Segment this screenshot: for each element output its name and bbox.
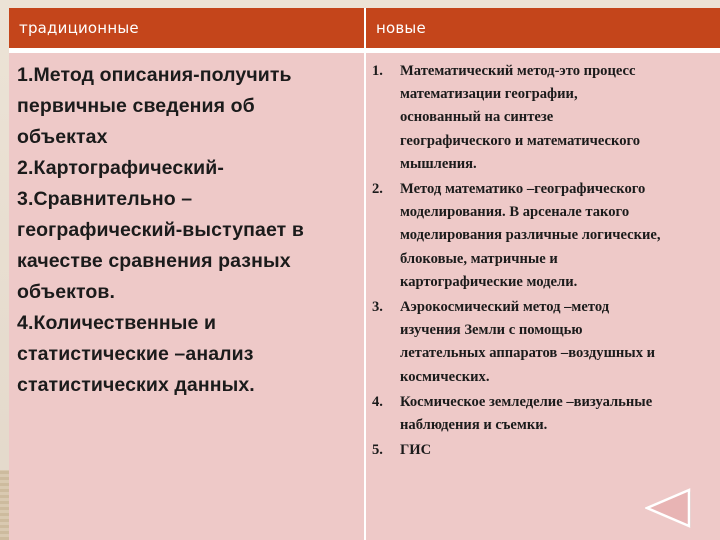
- table-row: [9, 51, 720, 540]
- list-item: [372, 439, 720, 462]
- list-item-text: [400, 439, 720, 462]
- traditional-line: статистических данных.: [17, 374, 255, 396]
- new-methods-cell: [365, 51, 720, 540]
- list-item-text: [400, 391, 720, 437]
- list-item-line: картографические модели.: [400, 273, 578, 290]
- list-item-text: [400, 60, 720, 176]
- traditional-line: географический-выступает в: [17, 219, 304, 241]
- list-item-line: летательных аппаратов –воздушных и: [400, 345, 656, 362]
- list-item-line: основанный на синтезе: [400, 109, 554, 126]
- list-item-line: географического и математического: [400, 132, 641, 149]
- decorative-border: [0, 470, 9, 540]
- list-item-number: 1.: [372, 63, 383, 79]
- traditional-line: 3.Сравнительно –: [17, 188, 193, 210]
- list-item-line: Математический метод-это процесс: [400, 63, 636, 79]
- list-item-number: 2.: [372, 181, 383, 198]
- back-arrow-button[interactable]: [645, 488, 691, 528]
- traditional-line: качестве сравнения разных: [17, 250, 291, 272]
- traditional-methods-cell: [9, 51, 365, 540]
- list-item: [372, 178, 720, 294]
- list-item-line: моделирования различные логические,: [400, 227, 661, 244]
- list-item-text: [400, 296, 720, 389]
- list-item-line: Метод математико –географического: [400, 181, 646, 198]
- triangle-left-icon: [645, 488, 691, 528]
- list-item: [372, 391, 720, 437]
- header-traditional: традиционные: [9, 8, 365, 51]
- list-item: [372, 296, 720, 389]
- list-item-line: мышления.: [400, 155, 477, 172]
- header-new: новые: [365, 8, 720, 51]
- traditional-line: объектов.: [17, 281, 116, 303]
- table-header-row: [9, 8, 720, 51]
- list-item-line: космических.: [400, 368, 490, 385]
- new-methods-list: [372, 60, 720, 462]
- list-item-line: изучения Земли с помощью: [400, 322, 583, 339]
- list-item: [372, 60, 720, 176]
- traditional-line: объектах: [17, 126, 108, 148]
- traditional-line: статистические –анализ: [17, 343, 254, 365]
- list-item-number: 5.: [372, 442, 383, 459]
- list-item-number: 3.: [372, 299, 383, 316]
- list-item-line: блоковые, матричные и: [400, 250, 558, 267]
- list-item-line: математизации географии,: [400, 86, 578, 103]
- traditional-line: первичные сведения об: [17, 95, 255, 117]
- list-item-line: ГИС: [400, 442, 432, 459]
- methods-table: [9, 8, 720, 540]
- list-item-line: Космическое земледелие –визуальные: [400, 393, 653, 410]
- list-item-text: [400, 178, 720, 294]
- traditional-line: 1.Метод описания-получить: [17, 64, 292, 86]
- traditional-line: 2.Картографический-: [17, 157, 224, 179]
- list-item-line: наблюдения и съемки.: [400, 417, 548, 434]
- list-item-line: моделирования. В арсенале такого: [400, 204, 630, 221]
- list-item-number: 4.: [372, 393, 383, 410]
- traditional-line: 4.Количественные и: [17, 312, 217, 334]
- list-item-line: Аэрокосмический метод –метод: [400, 299, 610, 316]
